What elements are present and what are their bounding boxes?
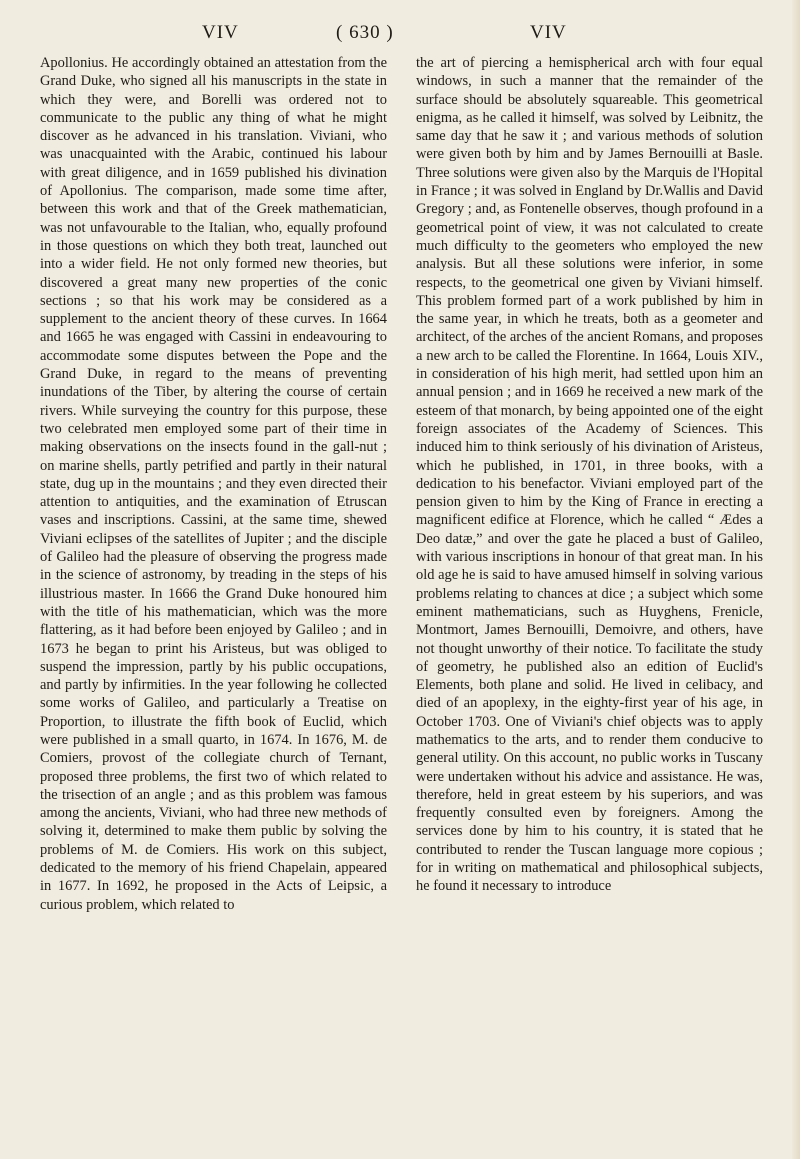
left-column-text: Apollonius. He accordingly obtained an attestation from the Grand Duke, who signed all his manuscripts in the state in which they were, and Borelli was ordered not to communicate to the public any thing of what he might discover as he advanced in his translation. Viviani, who was unacquainted with the Arabic, continued his labour with great diligence, and in 1659 published his divination of Apollonius. The comparison, made some time after, between this work and that of the Greek mathematician, was not unfavourable to the Italian, who, equally profound in those questions on which they both treat, launched out into a wider field. He not only formed new theories, but discovered a great many new properties of the conic sections ; so that his work may be considered as a supplement to the ancient theory of these curves. In 1664 and 1665 he was engaged with Cassini in endeavouring to accommodate some disputes between the Pope and the Grand Duke, in regard to the means of preventing inundations of the Tiber, by altering the course of certain rivers. While surveying the country for this purpose, these two celebrated men employed some part of their time in making observations on the insects found in the gall-nut ; on marine shells, partly petrified and partly in their natural state, dug up in the mountains ; and they even directed their attention to antiquities, and the examination of Etruscan vases and inscriptions. Cassini, at the same time, shewed Viviani eclipses of the satellites of Jupiter ; and the disciple of Galileo had the pleasure of observing the progress made in the science of astronomy, by treading in the steps of his illustrious master. In 1666 the Grand Duke honoured him with the title of his mathematician, which was the more flattering, as it had before been enjoyed by Galileo ; and in 1673 he began to print his Aristeus, but was obliged to suspend the impression, partly by his public occupations, and partly by infirmities. In the year following he collected some works of Galileo, and particularly a Treatise on Proportion, to illustrate the fifth book of Euclid, which were published in a small quarto, in 1674. In 1676, M. de Comiers, provost of the collegiate church of Ternant, proposed three problems, the first two of which related to the trisection of an angle ; and as this problem was famous among the ancients, Viviani, who had three new methods of solving it, determined to make them public by solving the problems of M. de Comiers. His work on this subject, dedicated to the memory of his friend Chapelain, appeared in 1677. In 1692, he proposed in the Acts of Leipsic, a curious problem, which related to <box>40 55 387 913</box>
right-column <box>416 54 763 896</box>
header-right-word: VIV <box>530 22 567 43</box>
page-edge-shadow <box>792 0 800 1159</box>
left-column <box>40 54 387 914</box>
right-column-text: the art of piercing a hemispherical arch with four equal windows, in such a manner that the remainder of the surface should be absolutely squareable. This geometrical enigma, as he called it himself, was solved by Leibnitz, the same day that he saw it ; and various methods of solution were given both by him and by James Bernouilli at Basle. Three solutions were given also by the Marquis de l'Hopital in France ; it was solved in England by Dr.Wallis and David Gregory ; and, as Fontenelle observes, though profound in a geometrical point of view, it was not calculated to create much difficulty to the geometers who employed the new analysis. But all these solutions were inferior, in some respects, to the geometrical one given by Viviani himself. This problem formed part of a work published by him in the same year, in which he treats, both as a geometer and architect, of the arches of the ancient Romans, and proposes a new arch to be called the Florentine. In 1664, Louis XIV., in consideration of his high merit, had settled upon him an annual pension ; and in 1669 he received a new mark of the esteem of that monarch, by being appointed one of the eight foreign associates of the Academy of Sciences. This induced him to think seriously of his divination of Aristeus, which he published, in 1701, in three books, with a dedication to his benefactor. Viviani employed part of the pension given to him by the King of France in erecting a magnificent edifice at Florence, which he called “ Ædes a Deo datæ,” and over the gate he placed a bust of Galileo, with various inscriptions in honour of that great man. In his old age he is said to have amused himself in solving various problems relating to chances at dice ; a subject which some eminent mathematicians, such as Huyghens, Frenicle, Montmort, James Bernouilli, Demoivre, and others, have not thought unworthy of their notice. To facilitate the study of geometry, he published also an edition of Euclid's Elements, both plane and solid. He lived in celibacy, and died of an apoplexy, in the eighty-first year of his age, in October 1703. One of Viviani's chief objects was to apply mathematics to the arts, and to render them conducive to general utility. On this account, no public works in Tuscany were undertaken without his advice and assistance. He was, therefore, held in great esteem by his superiors, and was frequently consulted even by foreigners. Among the services done by him to his country, it is stated that he contributed to render the Tuscan language more copious ; for in writing on mathematical and philosophical subjects, he found it necessary to introduce <box>416 55 763 895</box>
header-left-word: VIV <box>202 22 239 43</box>
running-header <box>40 10 760 42</box>
page-number: ( 630 ) <box>336 22 394 43</box>
